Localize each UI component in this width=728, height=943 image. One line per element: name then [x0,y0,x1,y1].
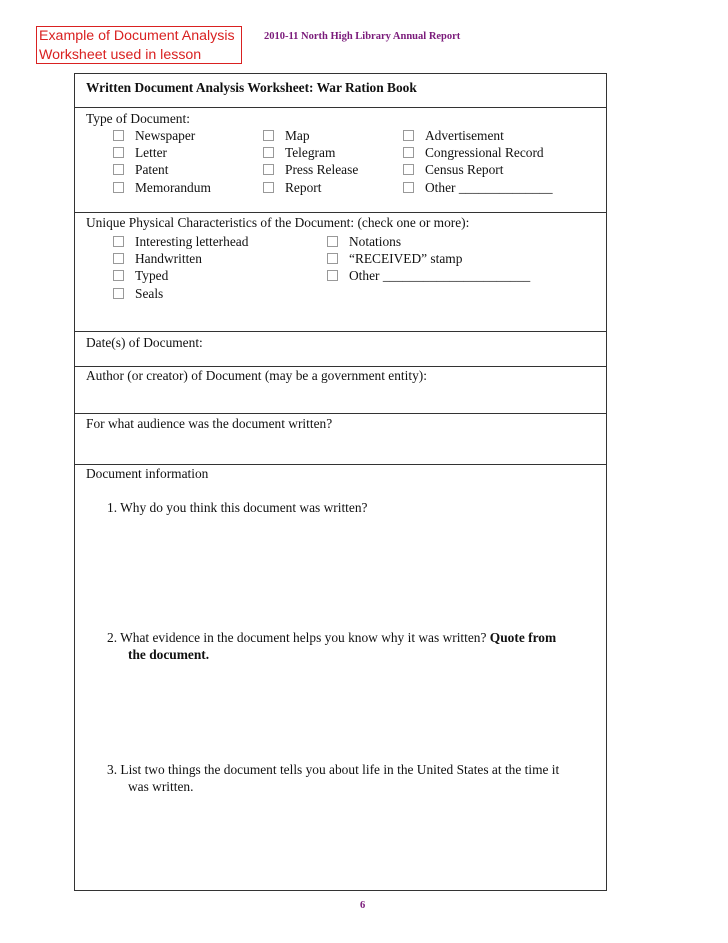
checkbox-icon[interactable] [113,182,124,193]
option-memorandum[interactable]: Memorandum [113,180,211,196]
checkbox-icon[interactable] [113,164,124,175]
audience-label: For what audience was the document written? [86,416,333,431]
type-label: Type of Document: [86,111,190,126]
characteristics-row [75,213,606,332]
checkbox-icon[interactable] [327,253,338,264]
dates-row[interactable] [75,332,606,367]
option-typed[interactable]: Typed [113,268,168,284]
option-notations[interactable]: Notations [327,234,401,250]
report-header: 2010-11 North High Library Annual Report [264,31,461,42]
option-press-release[interactable]: Press Release [263,162,358,178]
option-telegram[interactable]: Telegram [263,145,335,161]
checkbox-icon[interactable] [263,164,274,175]
option-letter[interactable]: Letter [113,145,167,161]
option-seals[interactable]: Seals [113,286,163,302]
option-handwritten[interactable]: Handwritten [113,251,202,267]
checkbox-icon[interactable] [403,182,414,193]
dates-label: Date(s) of Document: [86,335,203,350]
question-1: 1. Why do you think this document was written? [107,500,368,515]
checkbox-icon[interactable] [263,182,274,193]
checkbox-icon[interactable] [113,130,124,141]
annotation-line-2: Worksheet used in lesson [39,47,202,63]
checkbox-icon[interactable] [113,253,124,264]
doc-info-label: Document information [86,466,209,481]
annotation-box [36,26,242,64]
title-row [75,74,606,108]
checkbox-icon[interactable] [113,288,124,299]
annotation-line-1: Example of Document Analysis [39,28,235,44]
question-2-line-1: 2. What evidence in the document helps you know why it was written? Quote from [107,630,557,645]
checkbox-icon[interactable] [113,270,124,281]
option-other-characteristic[interactable]: Other ______________________ [327,268,530,284]
question-3-line-1: 3. List two things the document tells you about life in the United States at the time it [107,762,560,777]
option-newspaper[interactable]: Newspaper [113,128,195,144]
checkbox-icon[interactable] [263,147,274,158]
option-congressional-record[interactable]: Congressional Record [403,145,544,161]
option-advertisement[interactable]: Advertisement [403,128,504,144]
checkbox-icon[interactable] [113,147,124,158]
option-received-stamp[interactable]: “RECEIVED” stamp [327,251,462,267]
option-report[interactable]: Report [263,180,321,196]
option-map[interactable]: Map [263,128,310,144]
page-number: 6 [360,900,366,911]
question-3-line-2: was written. [128,779,194,794]
checkbox-icon[interactable] [403,164,414,175]
worksheet-table [74,73,607,891]
document-info-row[interactable] [75,465,606,892]
characteristics-label: Unique Physical Characteristics of the Document: (check one or more): [86,215,470,230]
option-patent[interactable]: Patent [113,162,168,178]
checkbox-icon[interactable] [113,236,124,247]
checkbox-icon[interactable] [327,270,338,281]
audience-row[interactable] [75,414,606,465]
checkbox-icon[interactable] [263,130,274,141]
author-row[interactable] [75,367,606,414]
checkbox-icon[interactable] [327,236,338,247]
question-2-line-2: the document. [128,647,210,662]
option-other[interactable]: Other ______________ [403,180,553,196]
option-census-report[interactable]: Census Report [403,162,503,178]
author-label: Author (or creator) of Document (may be a government entity): [86,368,427,383]
option-letterhead[interactable]: Interesting letterhead [113,234,248,250]
checkbox-icon[interactable] [403,147,414,158]
worksheet-title: Written Document Analysis Worksheet: War Ration Book [86,80,417,95]
type-row [75,108,606,213]
checkbox-icon[interactable] [403,130,414,141]
